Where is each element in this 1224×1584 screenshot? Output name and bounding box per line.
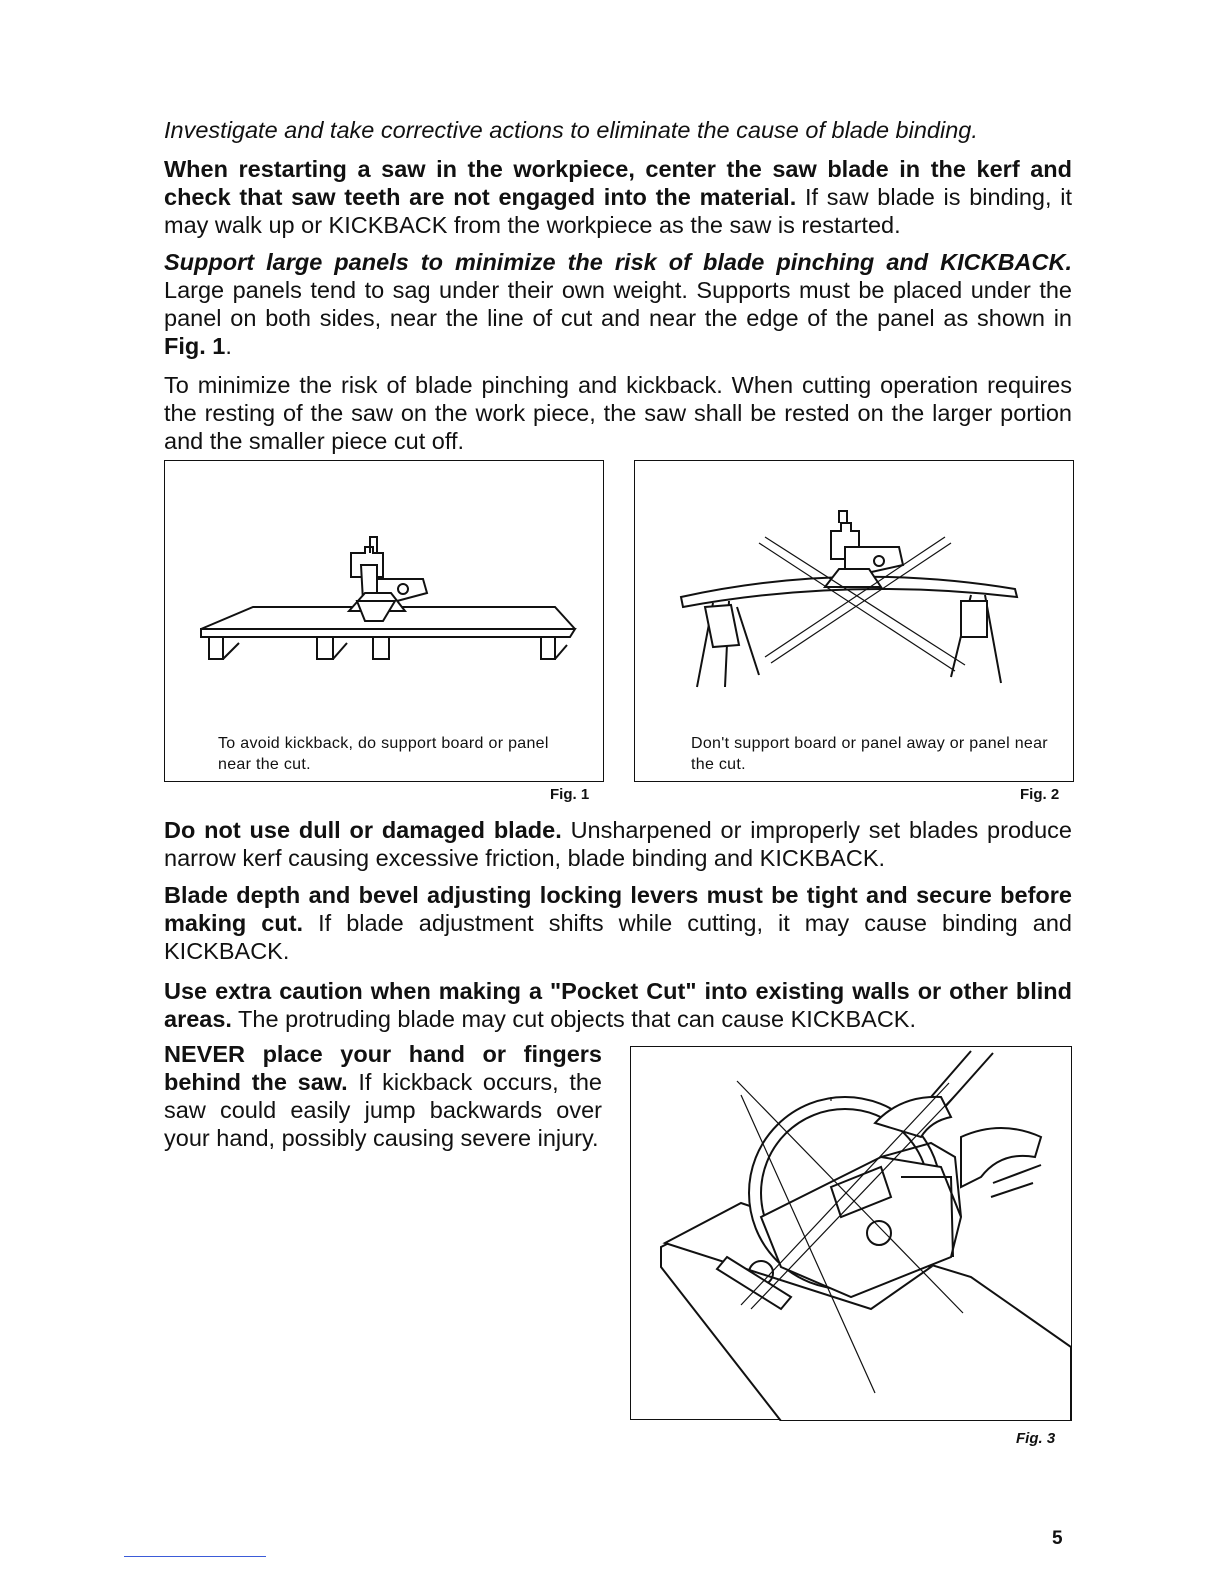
paragraph-dull-blade (164, 816, 1072, 872)
figure-3-box (630, 1046, 1072, 1420)
figure-2-label: Fig. 2 (1020, 786, 1060, 803)
paragraph-heading: Blade depth and bevel adjusting locking levers must be tight and secure before making cut. (164, 882, 1072, 936)
paragraph-pocket-cut (164, 977, 1072, 1033)
paragraph-text: Investigate and take corrective actions to eliminate the cause of blade binding. (164, 117, 978, 143)
paragraph-text: If blade adjustment shifts while cutting, it may cause binding and KICKBACK. (164, 910, 1072, 964)
figure-reference: Fig. 1 (164, 333, 226, 359)
paragraph-investigate (164, 116, 1072, 144)
paragraph-text: The protruding blade may cut objects that can cause KICKBACK. (231, 1006, 917, 1032)
figure-2-caption: Don't support board or panel away or panel near the cut. (691, 735, 1048, 773)
paragraph-text: Unsharpened or improperly set blades produce narrow kerf causing excessive friction, blade binding and KICKBACK. (164, 817, 1072, 871)
paragraph-never-hand (164, 1040, 602, 1152)
paragraph-text: To minimize the risk of blade pinching and kickback. When cutting operation requires the resting of the saw on the work piece, the saw shall be rested on the larger portion and the smaller piece cut off. (164, 372, 1072, 454)
figure-3-label: Fig. 3 (1016, 1430, 1056, 1447)
paragraph-text: If saw blade is binding, it may walk up or KICKBACK from the workpiece as the saw is restarted. (164, 184, 1072, 238)
paragraph-heading: Support large panels to minimize the risk of blade pinching and KICKBACK. (164, 249, 1072, 275)
figure-1-box (164, 460, 604, 782)
paragraph-minimize-risk (164, 371, 1072, 455)
figure-2-box (634, 460, 1074, 782)
figure-1-caption: To avoid kickback, do support board or panel near the cut. (218, 735, 549, 773)
figure-3-illustration (631, 1047, 1073, 1421)
paragraph-text: Large panels tend to sag under their own weight. Supports must be placed under the panel on both sides, near the line of cut and near the edge of the panel as shown in (164, 277, 1072, 331)
figure-1-label: Fig. 1 (550, 786, 590, 803)
paragraph-heading: Use extra caution when making a "Pocket Cut" into existing walls or other blind areas. (164, 978, 1072, 1032)
paragraph-locking-levers (164, 881, 1072, 965)
paragraph-restarting-saw (164, 155, 1072, 239)
paragraph-support-panels (164, 248, 1072, 360)
paragraph-heading: NEVER place your hand or fingers behind the saw. (164, 1041, 602, 1095)
paragraph-text: If kickback occurs, the saw could easily jump backwards over your hand, possibly causing severe injury. (164, 1069, 602, 1151)
paragraph-heading: When restarting a saw in the workpiece, center the saw blade in the kerf and check that saw teeth are not engaged into the material. (164, 156, 1072, 210)
paragraph-heading: Do not use dull or damaged blade. (164, 817, 562, 843)
page-number: 5 (1052, 1528, 1063, 1549)
paragraph-text-end: . (225, 333, 232, 359)
footer-link-line (124, 1556, 266, 1557)
